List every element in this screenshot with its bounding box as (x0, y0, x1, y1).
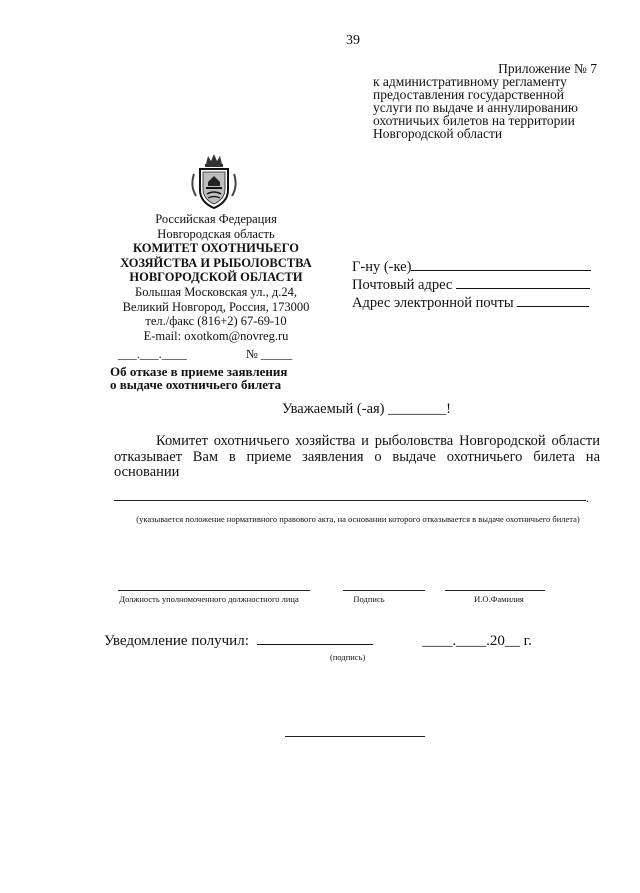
address-street: Большая Московская ул., д.24, (135, 284, 297, 299)
recipient-name-row (352, 258, 602, 276)
registration-number: № _____ (245, 347, 293, 361)
phone: тел./факс (816+2) 67-69-10 (145, 314, 287, 329)
committee-name: КОМИТЕТ ОХОТНИЧЬЕГО (133, 241, 299, 256)
recipient-block (352, 258, 602, 312)
notice-row (104, 633, 532, 650)
full-name-field[interactable] (445, 590, 545, 591)
appendix-header (373, 62, 613, 140)
recipient-email-label: Адрес электронной почты (352, 295, 514, 311)
committee-name: НОВГОРОДСКОЙ ОБЛАСТИ (129, 270, 303, 285)
recipient-postal-label: Почтовый адрес (352, 277, 453, 293)
position-field[interactable] (118, 590, 310, 591)
committee-name: ХОЗЯЙСТВА И РЫБОЛОВСТВА (120, 255, 312, 270)
address-city: Великий Новгород, Россия, 173000 (122, 299, 310, 314)
registration-line (118, 347, 318, 362)
email: E-mail: oxotkom@novreg.ru (143, 328, 289, 343)
notice-date: ____.____.20__ г. (422, 633, 532, 649)
body-text (114, 434, 600, 481)
recipient-name-label: Г-ну (-ке) (352, 259, 412, 275)
appendix-line: услуги по выдаче и аннулированию (373, 100, 579, 115)
signature-label: Подпись (353, 594, 385, 604)
subject-line: о выдаче охотничьего билета (110, 376, 282, 392)
signature-field[interactable] (343, 590, 425, 591)
recipient-email-row (352, 294, 602, 312)
region: Новгородская область (157, 226, 275, 241)
basis-hint: (указывается положение нормативного правового акта, на основании которого отказывается в выдаче охотничьего билета) (136, 514, 580, 524)
basis-period: . (586, 491, 589, 505)
appendix-line: Новгородской области (373, 126, 503, 141)
coat-of-arms-icon (186, 152, 242, 214)
recipient-postal-row (352, 276, 602, 294)
notice-label: Уведомление получил: (104, 633, 249, 649)
position-label: Должность уполномоченного должностного лица (119, 594, 299, 604)
recipient-name-field[interactable] (411, 270, 591, 271)
recipient-postal-field[interactable] (456, 288, 590, 289)
recipient-email-field[interactable] (517, 306, 589, 307)
appendix-line: охотничьих билетов на территории (373, 113, 575, 128)
subject-line: Об отказе в приеме заявления (110, 364, 288, 379)
body-paragraph: Комитет охотничьего хозяйства и рыболовства Новгородской области отказывает Вам в приеме заявления о выдаче охотничьего билета на основании (114, 433, 600, 480)
greeting: Уважаемый (-ая) ________! (282, 401, 451, 417)
notice-signature-hint: (подпись) (330, 652, 366, 662)
basis-field[interactable] (114, 500, 586, 501)
appendix-line: предоставления государственной (373, 87, 564, 102)
appendix-title: Приложение № 7 (498, 61, 597, 76)
subject (110, 366, 320, 391)
full-name-label: И.О.Фамилия (474, 594, 524, 604)
notice-signature-field[interactable] (257, 644, 373, 645)
separator-line (285, 736, 425, 737)
registration-date: ___.___.____ (118, 347, 187, 361)
appendix-line: к административному регламенту (373, 74, 567, 89)
country: Российская Федерация (155, 212, 277, 226)
organization-block (100, 212, 332, 343)
page-number: 39 (346, 33, 360, 48)
